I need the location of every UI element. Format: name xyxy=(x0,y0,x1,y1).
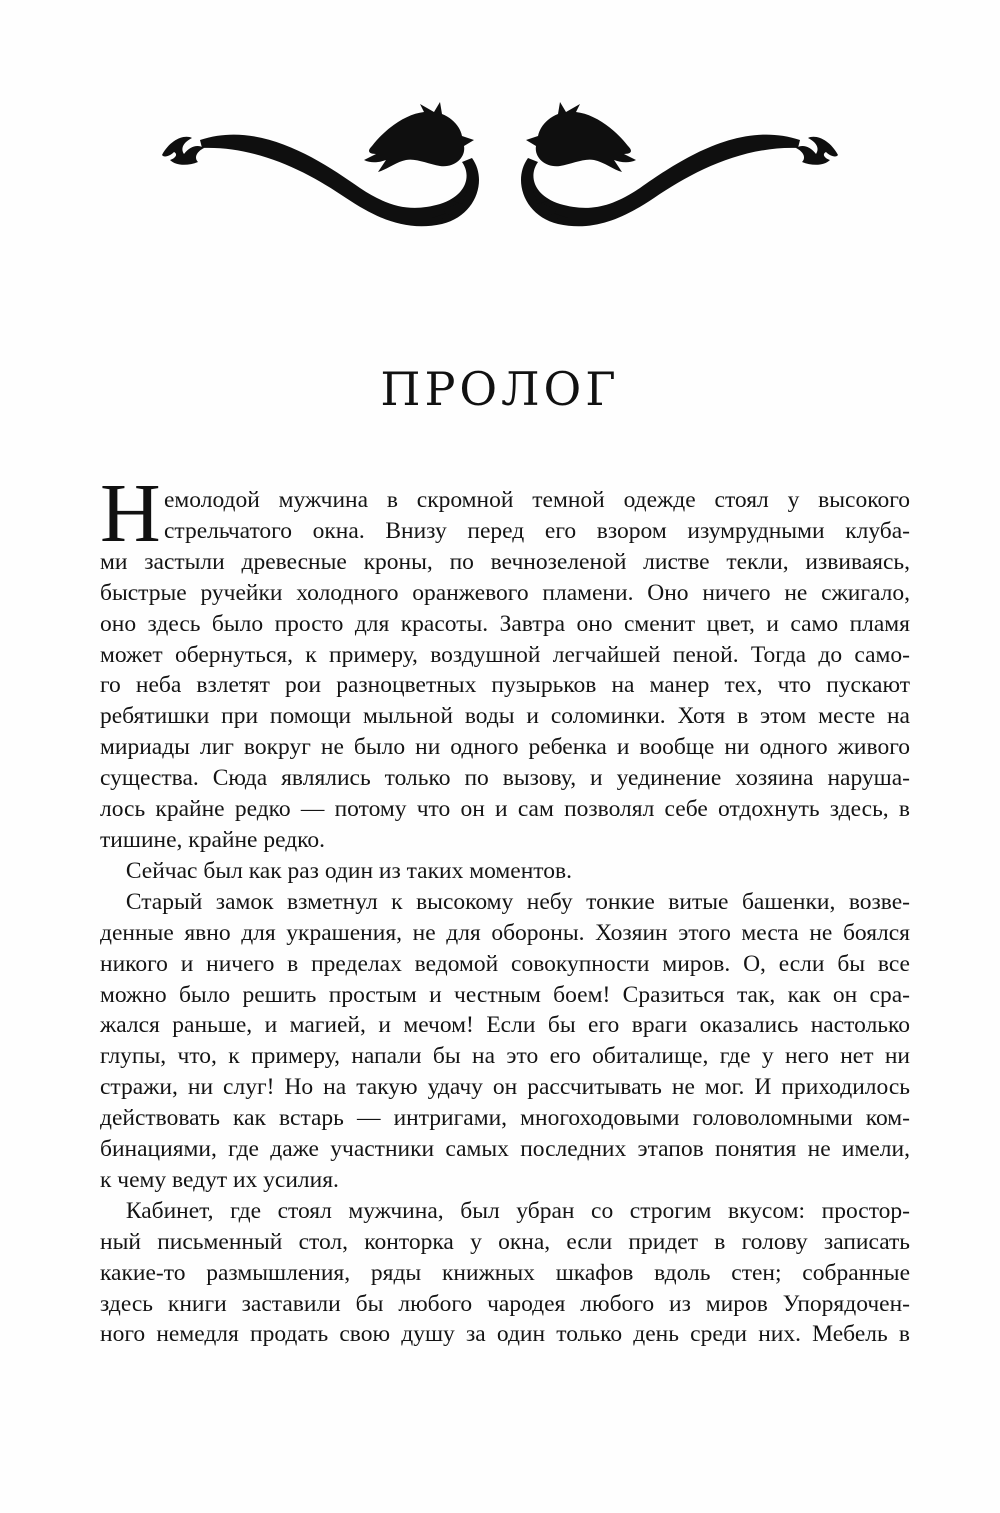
paragraph xyxy=(100,1196,910,1351)
text-line: ребятишки при помощи мыльной воды и соломинки. Хотя в этом месте на xyxy=(100,703,910,730)
text-line: быстрые ручейки холодного оранжевого пламени. Оно ничего не сжигало, xyxy=(100,579,910,606)
text-line: денные явно для украшения, не для обороны. Хозяин этого места не боялся xyxy=(100,919,910,946)
text-line: Сейчас был как раз один из таких моментов. xyxy=(125,857,572,884)
text-line: бинациями, где даже участники самых последних этапов понятия не имели, xyxy=(100,1136,910,1163)
text-line: к чему ведут их усилия. xyxy=(100,1166,339,1193)
text-line: действовать как встарь — интригами, многоходовыми головоломными ком- xyxy=(100,1105,910,1132)
text-line: какие-то размышления, ряды книжных шкафов вдоль стен; собранные xyxy=(100,1259,910,1286)
chapter-title: ПРОЛОГ xyxy=(380,362,620,416)
paragraph xyxy=(100,856,910,887)
text-line: стражи, ни слуг! Но на такую удачу он рассчитывать не мог. И приходилось xyxy=(100,1074,910,1101)
text-line: оно здесь было просто для красоты. Завтра оно сменит цвет, и само пламя xyxy=(100,610,910,637)
drop-cap-letter: Н xyxy=(100,467,161,560)
text-line: лось крайне редко — потому что он и сам позволял себе отдохнуть здесь, в xyxy=(100,796,910,823)
text-line: существа. Сюда являлись только по вызову, и уединение хозяина наруша- xyxy=(100,765,910,792)
text-line: мириады лиг вокруг не было ни одного ребенка и вообще ни одного живого xyxy=(100,734,910,761)
text-line: глупы, что, к примеру, напали бы на это его обиталище, где у него нет ни xyxy=(100,1043,910,1070)
paragraph xyxy=(100,887,910,1196)
text-line: никого и ничего в пределах ведомой совокупности миров. О, если бы все xyxy=(100,950,910,977)
text-line: ми застыли древесные кроны, по вечнозеленой листве текли, извиваясь, xyxy=(100,548,910,575)
text-line: может обернуться, к примеру, воздушной легчайшей пеной. Тогда до само- xyxy=(100,641,910,668)
text-line: ный письменный стол, конторка у окна, если придет в голову записать xyxy=(100,1228,910,1255)
text-line: жался раньше, и магией, и мечом! Если бы его враги оказались настолько xyxy=(100,1012,910,1039)
text-line: стрельчатого окна. Внизу перед его взором изумрудными клуба- xyxy=(164,517,910,544)
body-text xyxy=(100,485,910,1350)
text-line: ного немедля продать свою душу за один только день среди них. Мебель в xyxy=(100,1321,910,1348)
text-line: здесь книги заставили бы любого чародея любого из миров Упорядочен- xyxy=(100,1290,910,1317)
text-line: емолодой мужчина в скромной темной одежде стоял у высокого xyxy=(164,487,910,513)
text-line: Старый замок взметнул к высокому небу тонкие витые башенки, возве- xyxy=(125,888,910,915)
text-line: го неба взлетят рои разноцветных пузырьков на манер тех, что пускают xyxy=(100,672,910,699)
dragon-ornament-icon xyxy=(150,100,850,230)
text-line: можно было решить простым и честным боем! Сразиться так, как он сра- xyxy=(100,981,910,1008)
text-line: Кабинет, где стоял мужчина, был убран со строгим вкусом: простор- xyxy=(125,1197,910,1224)
text-line: тишине, крайне редко. xyxy=(100,826,326,853)
paragraph xyxy=(100,485,910,856)
